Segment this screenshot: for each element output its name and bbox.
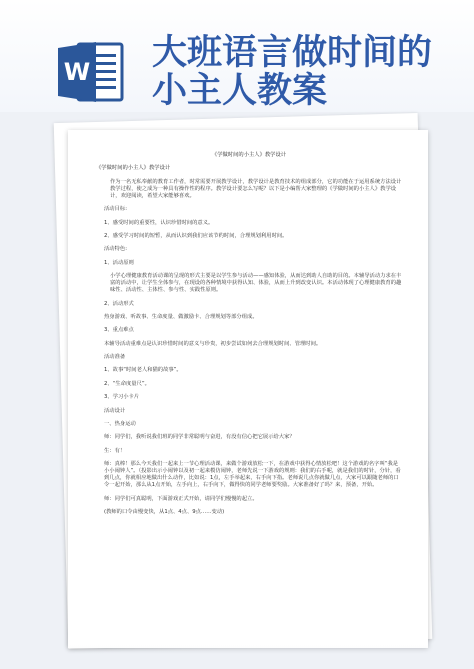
feature-title: 活动特色:	[104, 246, 127, 253]
document-body	[96, 152, 402, 522]
doc-heading: 《学做时间的小主人》教学设计	[211, 152, 287, 158]
teacher-line-3: 师：同学们可真聪明，下面游戏正式开始，请同学们慢慢的起立。	[104, 495, 258, 502]
key-title: 3、重点难点	[104, 327, 134, 334]
clock-instruction: (教师的口令由慢变快，从1点、4点、9点……变动)	[104, 508, 225, 515]
teacher-line-2: 师：真棒！那么今天我们一起来上一节心理活动课，来做个游戏放松一下，在游戏中获得心情放松吧！这个游戏的名字叫“我是小小闹钟人”。（投影出示小闹钟以及初一起来模仿闹钟，老师先说一下游戏的规则：我们的右手呢，就是我们的时针，分针，看到几点，你就相应地做出什么动作，比如说：1点，左手举起来，右手向下指。老师说几点你就做几点，大家可以跟随老师的口令一起开始，那么从1点开始，左手向上，右手向下，做得快的同学老师要奖励。大家准备好了吗？来，预备，开始。	[104, 461, 401, 489]
prep-2: 2、“生命度量尺”。	[104, 380, 150, 387]
prep-1: 1、故事“时间老人和猫的故事”。	[104, 367, 182, 374]
doc-sub-heading: 《学做时间的小主人》教学设计	[96, 165, 171, 172]
key-text: 本辅导活动重难点是认识珍惜时间的意义与珍贵，初步尝试如何去合理规划时间、管理时间。	[104, 340, 322, 347]
prep-title: 活动准备	[104, 354, 126, 361]
teacher-line-1: 师：同学们，我听说我们班的同学非常聪明与奋进，有没有信心把它展示给大家？	[104, 434, 295, 441]
student-line-1: 生：有！	[104, 447, 126, 454]
title-line-1: 大班语言做时间的	[152, 33, 433, 73]
bottom-fade	[0, 645, 474, 669]
form-text: 热身游戏、听故事、生命度量、做激励卡、合理规划等部分组成。	[104, 313, 258, 320]
process-title: 活动设计	[104, 407, 126, 414]
goal-2: 2、感受学习时间的短暂，从而认识到我们应该节约时间，合理规划利用时间。	[104, 232, 288, 239]
feature-sub: 1、活动原则	[104, 259, 134, 266]
word-document-icon	[56, 40, 126, 104]
process-1: 一、热身运动	[104, 421, 136, 428]
page-header	[0, 0, 474, 112]
doc-intro: 作为一名无私奉献的教育工作者，时常需要开展教学设计，教学设计是教育技术的组成部分，它的功能在于运用系统方法设计教学过程，使之成为一种具有操作性的程序。教学设计要怎么写呢？以下是小编帮大家整理的《学做时间的小主人》教学设计，欢迎阅读，希望大家能够喜欢。	[110, 178, 402, 199]
title-line-2: 小主人教案	[152, 71, 328, 111]
goal-title: 活动目标:	[104, 206, 127, 213]
form-title: 2、活动形式	[104, 300, 134, 307]
word-icon-letter: W	[63, 58, 91, 86]
goal-1: 1、感受时间的重要性，认识珍惜时间的意义。	[104, 219, 214, 226]
prep-3: 3、学习小卡片	[104, 394, 140, 401]
document-page	[68, 130, 428, 648]
feature-text: 小学心理健康教育活动课的呈现的形式主要是以学生参与活动——感知体验，从而达到助人自助的目的。本辅导活动力求在丰富的活动中，让学生全体参与，在现设的各种情境中获得认知、体验，从而上升到改变认识。本活动体现了心理健康教育的趣味性、活动性、主体性、参与性、实践性原则。	[110, 273, 402, 294]
page-title	[152, 34, 452, 110]
